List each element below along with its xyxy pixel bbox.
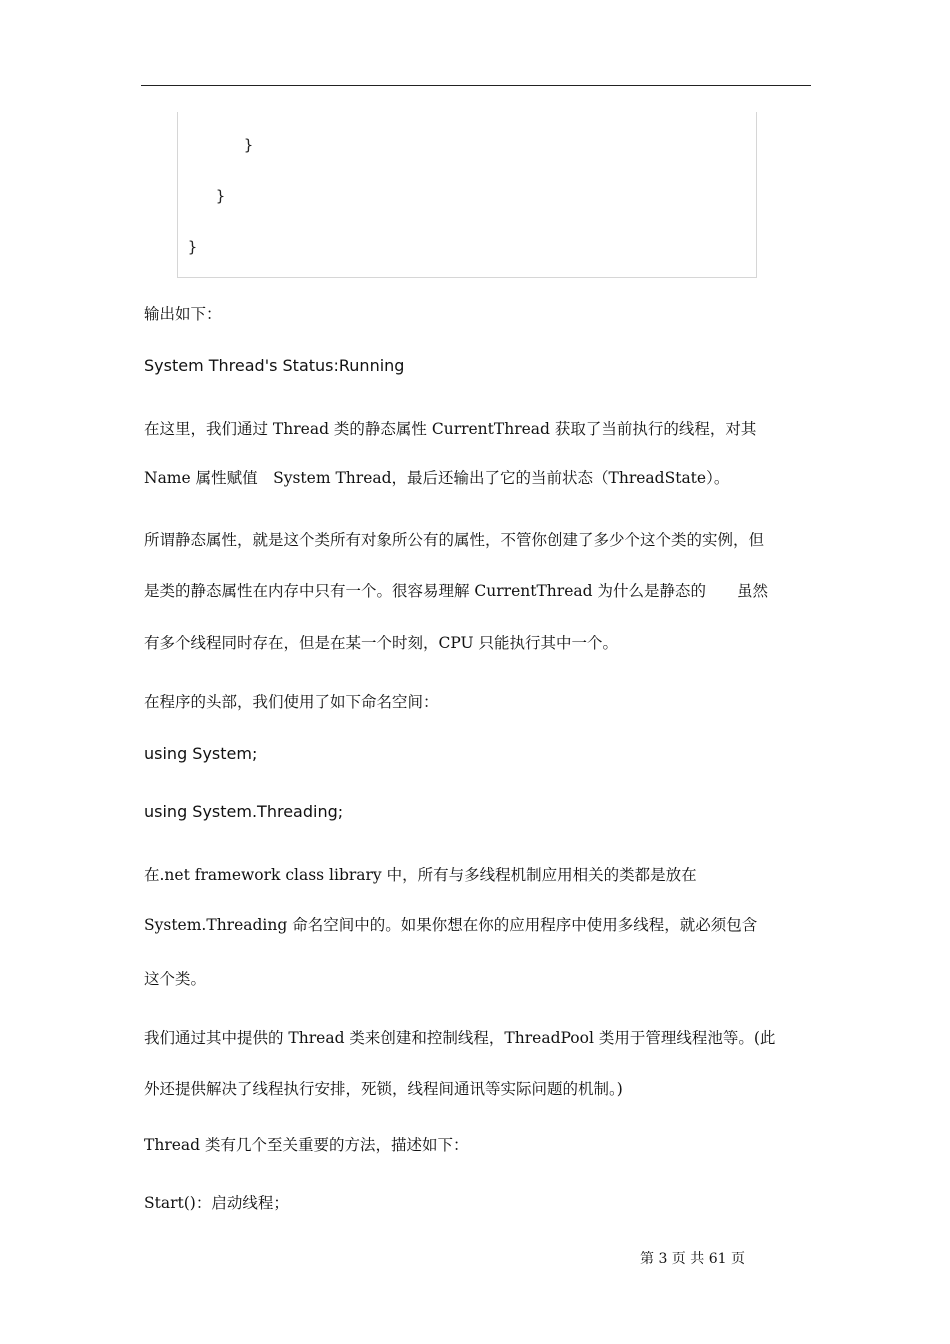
paragraph-text: 所谓静态属性，就是这个类所有对象所公有的属性，不管你创建了多少个这个类的实例，但 xyxy=(144,531,765,549)
code-line: } xyxy=(244,136,254,154)
code-line: } xyxy=(216,187,226,205)
paragraph-text: 外还提供解决了线程执行安排，死锁，线程间通讯等实际问题的机制。) xyxy=(144,1080,623,1098)
paragraph-text: 在程序的头部，我们使用了如下命名空间： xyxy=(144,693,439,711)
code-block xyxy=(177,112,757,278)
paragraph-text: 有多个线程同时存在，但是在某一个时刻，CPU 只能执行其中一个。 xyxy=(144,634,619,652)
paragraph-text: 这个类。 xyxy=(144,970,207,988)
paragraph-output-line: System Thread's Status:Running xyxy=(144,356,405,375)
paragraph-text: 在.net framework class library 中，所有与多线程机制应用相关的类都是放在 xyxy=(144,866,697,884)
paragraph-text: Thread 类有几个至关重要的方法，描述如下： xyxy=(144,1136,469,1154)
code-using-threading: using System.Threading; xyxy=(144,802,344,821)
paragraph-text: System.Threading 命名空间中的。如果你想在你的应用程序中使用多线程，就必须包含 xyxy=(144,916,758,934)
paragraph-text: 在这里，我们通过 Thread 类的静态属性 CurrentThread 获取了当前执行的线程，对其 xyxy=(144,420,757,438)
code-using-system: using System; xyxy=(144,744,258,763)
paragraph-text: Start()：启动线程； xyxy=(144,1194,289,1212)
code-line: } xyxy=(188,238,198,256)
header-rule xyxy=(141,85,811,86)
page-number-footer: 第 3 页 共 61 页 xyxy=(640,1251,745,1267)
paragraph-text: Name 属性赋值 System Thread，最后还输出了它的当前状态（ThreadState）。 xyxy=(144,469,730,487)
paragraph-output-intro: 输出如下： xyxy=(144,305,222,323)
paragraph-text: 是类的静态属性在内存中只有一个。很容易理解 CurrentThread 为什么是静态的 虽然 xyxy=(144,582,768,600)
paragraph-text: 我们通过其中提供的 Thread 类来创建和控制线程，ThreadPool 类用于管理线程池等。(此 xyxy=(144,1029,776,1047)
